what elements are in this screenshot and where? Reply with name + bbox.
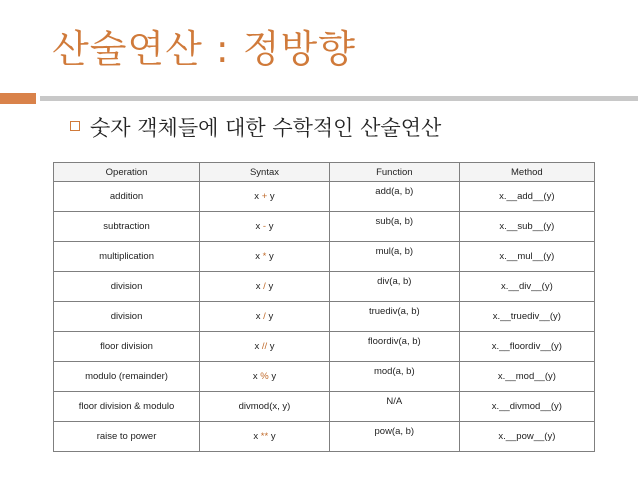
syntax-right: y — [269, 341, 275, 352]
syntax-left: x — [255, 221, 261, 232]
table-header-row — [54, 163, 595, 182]
cell-operation: floor division — [54, 332, 200, 362]
header-method: Method — [459, 163, 594, 182]
cell-operation: multiplication — [54, 242, 200, 272]
table-row — [54, 272, 595, 302]
syntax-operator: ** — [260, 431, 269, 442]
cell-function: N/A — [329, 392, 459, 422]
syntax-left: x — [255, 311, 261, 322]
cell-method: x.__div__(y) — [459, 272, 594, 302]
cell-method: x.__sub__(y) — [459, 212, 594, 242]
accent-bar — [0, 93, 36, 104]
syntax-left: x — [253, 431, 259, 442]
syntax-right: y — [271, 371, 277, 382]
syntax-right: y — [268, 251, 274, 262]
cell-method: x.__add__(y) — [459, 182, 594, 212]
cell-function: mul(a, b) — [329, 242, 459, 272]
syntax-operator: / — [263, 311, 266, 322]
subtitle-text: 숫자 객체들에 대한 수학적인 산술연산 — [90, 116, 442, 140]
syntax-operator: * — [262, 251, 267, 262]
cell-function: add(a, b) — [329, 182, 459, 212]
cell-syntax — [200, 422, 330, 452]
cell-syntax — [200, 392, 330, 422]
table-row — [54, 392, 595, 422]
cell-operation: addition — [54, 182, 200, 212]
cell-operation: raise to power — [54, 422, 200, 452]
cell-syntax — [200, 332, 330, 362]
cell-function: sub(a, b) — [329, 212, 459, 242]
syntax-left: divmod(x, — [238, 401, 280, 412]
header-function: Function — [329, 163, 459, 182]
cell-syntax — [200, 212, 330, 242]
cell-syntax — [200, 272, 330, 302]
syntax-left: x — [254, 341, 260, 352]
cell-function: div(a, b) — [329, 272, 459, 302]
cell-method: x.__mod__(y) — [459, 362, 594, 392]
syntax-left: x — [252, 371, 258, 382]
syntax-right: y — [268, 221, 274, 232]
syntax-right: y — [270, 431, 276, 442]
cell-syntax — [200, 362, 330, 392]
cell-operation: division — [54, 302, 200, 332]
syntax-operator: / — [263, 281, 266, 292]
syntax-left: x — [255, 281, 261, 292]
table-row — [54, 242, 595, 272]
cell-method: x.__mul__(y) — [459, 242, 594, 272]
cell-method: x.__divmod__(y) — [459, 392, 594, 422]
table-row — [54, 212, 595, 242]
cell-method: x.__truediv__(y) — [459, 302, 594, 332]
cell-operation: modulo (remainder) — [54, 362, 200, 392]
table-row — [54, 362, 595, 392]
subtitle-line — [70, 112, 441, 142]
table-row — [54, 332, 595, 362]
syntax-left: x — [254, 191, 260, 202]
cell-function: floordiv(a, b) — [329, 332, 459, 362]
syntax-right: y — [268, 311, 274, 322]
cell-syntax — [200, 182, 330, 212]
cell-syntax — [200, 242, 330, 272]
syntax-left: x — [255, 251, 260, 262]
cell-operation: floor division & modulo — [54, 392, 200, 422]
header-syntax: Syntax — [200, 163, 330, 182]
syntax-right: y) — [282, 401, 291, 412]
table-row — [54, 422, 595, 452]
cell-function: pow(a, b) — [329, 422, 459, 452]
table-row — [54, 302, 595, 332]
syntax-right: y — [268, 281, 274, 292]
slide-title: 산술연산 : 정방향 — [52, 27, 356, 71]
operator-table — [53, 162, 595, 452]
table-row — [54, 182, 595, 212]
syntax-operator: - — [262, 221, 267, 232]
syntax-operator: % — [260, 371, 269, 382]
cell-operation: division — [54, 272, 200, 302]
cell-method: x.__floordiv__(y) — [459, 332, 594, 362]
cell-function: truediv(a, b) — [329, 302, 459, 332]
cell-syntax — [200, 302, 330, 332]
square-bullet-icon — [70, 121, 80, 131]
title-divider — [40, 96, 638, 101]
header-operation: Operation — [54, 163, 200, 182]
syntax-operator: + — [261, 191, 268, 202]
cell-method: x.__pow__(y) — [459, 422, 594, 452]
syntax-right: y — [269, 191, 275, 202]
cell-operation: subtraction — [54, 212, 200, 242]
syntax-operator: // — [261, 341, 268, 352]
cell-function: mod(a, b) — [329, 362, 459, 392]
